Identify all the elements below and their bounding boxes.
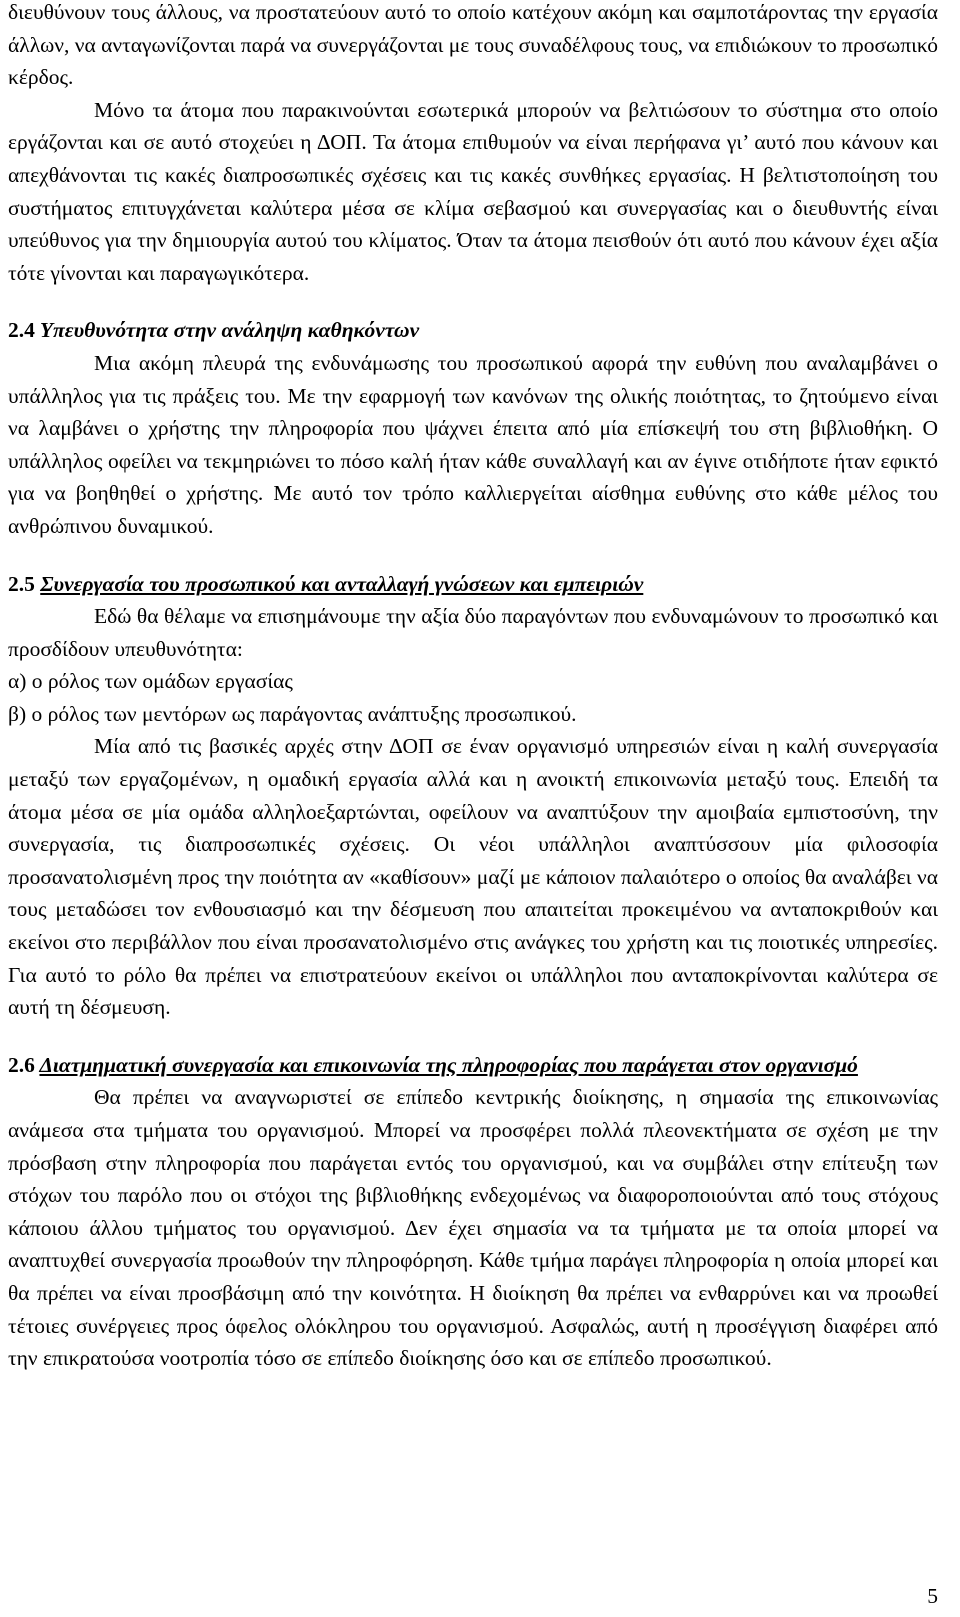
section-spacer [8, 543, 938, 568]
section-title: Συνεργασία του προσωπικού και ανταλλαγή γνώσεων και εμπειριών [40, 571, 644, 596]
section-number: 2.5 [8, 571, 35, 596]
section-2-5-intro: Εδώ θα θέλαμε να επισημάνουμε την αξία δύο παραγόντων που ενδυναμώνουν το προσωπικό και προσδίδουν υπευθυνότητα: [8, 604, 938, 661]
continuation-paragraph: Μόνο τα άτομα που παρακινούνται εσωτερικά μπορούν να βελτιώσουν το σύστημα στο οποίο εργάζονται και σε αυτό στοχεύει η ΔΟΠ. Τα άτομα επιθυμούν να είναι περήφανα γι’ αυτό που κάνουν και απεχθάνονται τις κακές διαπροσωπικές σχέσεις και τις κακές συνθήκες εργασίας. Η βελτιστοποίηση του συστήματος επιτυγχάνεται καλύτερα μέσα σε κλίμα σεβασμού και συνεργασίας και ο διευθυντής είναι υπεύθυνος για την δημιουργία αυτού του κλίματος. Όταν τα άτομα πεισθούν ότι αυτό που κάνουν έχει αξία τότε γίνονται και παραγωγικότερα. [8, 97, 938, 285]
section-heading-2-5 [8, 568, 938, 601]
section-heading-2-4 [8, 314, 938, 347]
page-number: 5 [927, 1584, 938, 1608]
section-spacer [8, 289, 938, 314]
list-item: α) ο ρόλος των ομάδων εργασίας [8, 669, 293, 694]
list-item: β) ο ρόλος των μεντόρων ως παράγοντας ανάπτυξης προσωπικού. [8, 701, 577, 726]
section-spacer [8, 1024, 938, 1049]
section-title: Υπευθυνότητα στην ανάληψη καθηκόντων [39, 318, 420, 343]
section-number: 2.4 [8, 318, 35, 343]
intro-paragraph: διευθύνουν τους άλλους, να προστατεύουν αυτό το οποίο κατέχουν ακόμη και σαμποτάροντας την εργασία άλλων, να ανταγωνίζονται παρά να συνεργάζονται με τους συναδέλφους τους, να επιδιώκουν το προσωπικό κέρδος. [8, 0, 938, 90]
section-2-5-paragraph: Μία από τις βασικές αρχές στην ΔΟΠ σε έναν οργανισμό υπηρεσιών είναι η καλή συνεργασία μεταξύ των εργαζομένων, η ομαδική εργασία αλλά και η ανοικτή επικοινωνία μεταξύ τους. Επειδή τα άτομα μέσα σε μία ομάδα αλληλοεξαρτώνται, οφείλουν να αναπτύξουν την αμοιβαία εμπιστοσύνη, την συνεργασία, τις διαπροσωπικές σχέσεις. Οι νέοι υπάλληλοι αναπτύσσουν μία φιλοσοφία προσανατολισμένη προς την ποιότητα αν «καθίσουν» μαζί με κάποιον παλαιότερο ο οποίος θα αναλάβει να τους μεταδώσει τον ενθουσιασμό και την δέσμευση που απαιτείται προκειμένου να ανταποκριθούν και εκείνοι στο περιβάλλον που είναι προσανατολισμένο στις ανάγκες του χρήστη και τις ποιοτικές υπηρεσίες. Για αυτό το ρόλο θα πρέπει να επιστρατεύουν εκείνοι οι υπάλληλοι που ανταποκρίνονται καλύτερα σε αυτή τη δέσμευση. [8, 734, 938, 1020]
section-2-4-paragraph: Μια ακόμη πλευρά της ενδυνάμωσης του προσωπικού αφορά την ευθύνη που αναλαμβάνει ο υπάλληλος για τις πράξεις του. Με την εφαρμογή των κανόνων της ολικής ποιότητας, το ζητούμενο είναι να λαμβάνει ο χρήστης την πληροφορία που ψάχνει έπειτα από μία επίσκεψή του στη βιβλιοθήκη. Ο υπάλληλος οφείλει να τεκμηριώνει το πόσο καλή ήταν κάθε συναλλαγή και αν έγινε οτιδήποτε ήταν εφικτό για να βοηθηθεί ο χρήστης. Με αυτό τον τρόπο καλλιεργείται αίσθημα ευθύνης στο κάθε μέλος του ανθρώπινου δυναμικού. [8, 350, 938, 538]
section-title: Διατμηματική συνεργασία και επικοινωνία της πληροφορίας που παράγεται στον οργανισμό [39, 1052, 858, 1077]
section-heading-2-6 [8, 1049, 938, 1082]
section-2-6-paragraph: Θα πρέπει να αναγνωριστεί σε επίπεδο κεντρικής διοίκησης, η σημασία της επικοινωνίας ανάμεσα στα τμήματα του οργανισμού. Μπορεί να προσφέρει πολλά πλεονεκτήματα σε σχέση με την πρόσβαση στην πληροφορία που παράγεται εντός του οργανισμού, και να συμβάλει στην επίτευξη των στόχων του παρόλο που οι στόχοι της βιβλιοθήκης ενδεχομένως να διαφοροποιούνται από τους στόχους κάποιου άλλου τμήματος του οργανισμού. Δεν έχει σημασία να τα τμήματα με τα οποία μπορεί να αναπτυχθεί συνεργασία προωθούν την πληροφόρηση. Κάθε τμήμα παράγει πληροφορία η οποία μπορεί και θα πρέπει να είναι προσβάσιμη από την κοινότητα. Η διοίκηση θα πρέπει να ενθαρρύνει και να προωθεί τέτοιες συνέργειες προς όφελος ολόκληρου του οργανισμού. Ασφαλώς, αυτή η προσέγγιση διαφέρει από την επικρατούσα νοοτροπία τόσο σε επίπεδο διοίκησης όσο και σε επίπεδο προσωπικού. [8, 1085, 938, 1371]
section-number: 2.6 [8, 1052, 35, 1077]
